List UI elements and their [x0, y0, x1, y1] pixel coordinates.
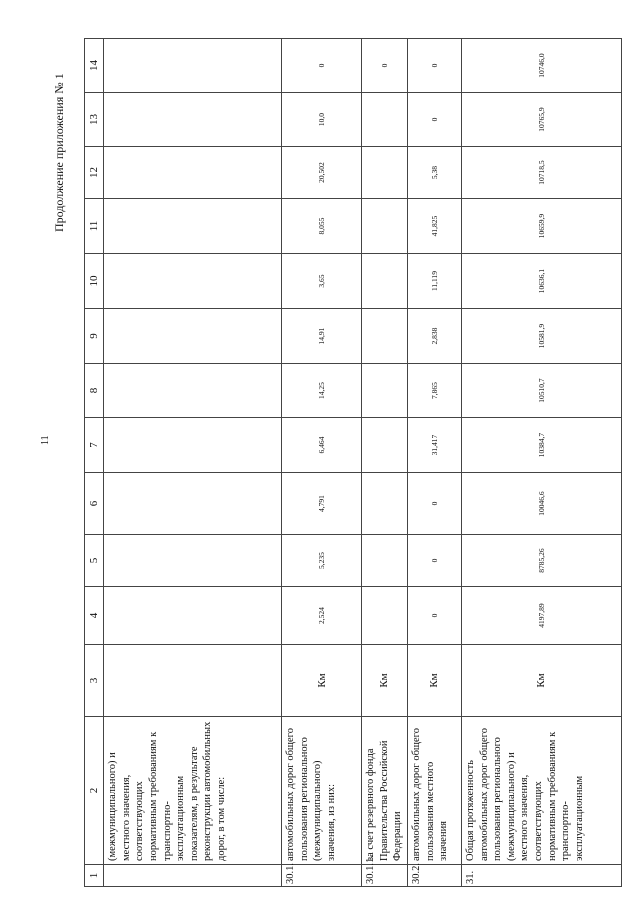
column-header: 1: [85, 865, 104, 887]
value-cell: [104, 418, 282, 473]
table-row: [104, 39, 282, 887]
value-cell: 8,055: [282, 199, 362, 254]
value-cell: [104, 147, 282, 199]
value-cell: 31,417: [407, 418, 461, 473]
column-header: 8: [85, 364, 104, 418]
value-cell: [362, 199, 408, 254]
unit-cell: Км: [282, 645, 362, 717]
value-cell: [362, 418, 408, 473]
value-cell: 10,0: [282, 93, 362, 147]
column-header: 5: [85, 535, 104, 587]
value-cell: 3,65: [282, 254, 362, 309]
value-cell: [362, 535, 408, 587]
value-cell: 10510,7: [461, 364, 621, 418]
unit-cell: Км: [407, 645, 461, 717]
value-cell: [104, 535, 282, 587]
value-cell: 14,25: [282, 364, 362, 418]
value-cell: 7,865: [407, 364, 461, 418]
value-cell: 41,825: [407, 199, 461, 254]
row-index: 30.1.1.: [362, 865, 408, 887]
column-header: 6: [85, 473, 104, 535]
value-cell: 0: [407, 93, 461, 147]
unit-cell: [104, 645, 282, 717]
indicator-name: за счет резервного фонда Правительства Российской Федерации: [362, 717, 408, 865]
value-cell: 10046,6: [461, 473, 621, 535]
value-cell: [362, 473, 408, 535]
value-cell: 0: [362, 39, 408, 93]
column-header: 10: [85, 254, 104, 309]
indicator-name: автомобильных дорог общего пользования местного значения: [407, 717, 461, 865]
column-header: 7: [85, 418, 104, 473]
table-row: [461, 39, 621, 887]
value-cell: [362, 93, 408, 147]
value-cell: 0: [407, 535, 461, 587]
value-cell: 4197,89: [461, 587, 621, 645]
value-cell: 10659,9: [461, 199, 621, 254]
data-table: [84, 38, 622, 887]
value-cell: 0: [407, 587, 461, 645]
value-cell: 6,464: [282, 418, 362, 473]
value-cell: [362, 587, 408, 645]
value-cell: [104, 309, 282, 364]
value-cell: [104, 93, 282, 147]
value-cell: 0: [407, 39, 461, 93]
column-header: 2: [85, 717, 104, 865]
table-row: [407, 39, 461, 887]
value-cell: 11,119: [407, 254, 461, 309]
value-cell: 10765,9: [461, 93, 621, 147]
unit-cell: Км: [362, 645, 408, 717]
data-table-container: [84, 53, 612, 887]
column-header: 9: [85, 309, 104, 364]
value-cell: [362, 254, 408, 309]
value-cell: 20,502: [282, 147, 362, 199]
value-cell: 8785,26: [461, 535, 621, 587]
column-header: 4: [85, 587, 104, 645]
column-header: 13: [85, 93, 104, 147]
indicator-name: автомобильных дорог общего пользования регионального (межмуниципального) значения, из них:: [282, 717, 362, 865]
row-index: 31.: [461, 865, 621, 887]
indicator-name: Общая протяженность автомобильных дорог общего пользования регионального (межмуниципального) и местного значения, соответствующих нормативным требованиям к транспортно-эксплуатационным: [461, 717, 621, 865]
value-cell: [104, 199, 282, 254]
value-cell: 14,91: [282, 309, 362, 364]
value-cell: 4,791: [282, 473, 362, 535]
value-cell: [104, 364, 282, 418]
row-index: 30.1.: [282, 865, 362, 887]
column-header: 14: [85, 39, 104, 93]
column-header: 12: [85, 147, 104, 199]
value-cell: 2,838: [407, 309, 461, 364]
value-cell: [104, 254, 282, 309]
value-cell: [104, 587, 282, 645]
value-cell: [362, 309, 408, 364]
value-cell: [362, 147, 408, 199]
row-index: 30.2.: [407, 865, 461, 887]
table-row: [282, 39, 362, 887]
column-header: 3: [85, 645, 104, 717]
value-cell: [104, 39, 282, 93]
value-cell: 0: [282, 39, 362, 93]
header-row: [85, 39, 104, 887]
value-cell: 10718,5: [461, 147, 621, 199]
appendix-caption: Продолжение приложения № 1: [52, 73, 66, 232]
column-header: 11: [85, 199, 104, 254]
value-cell: 5,38: [407, 147, 461, 199]
value-cell: [362, 364, 408, 418]
value-cell: 10581,9: [461, 309, 621, 364]
value-cell: 0: [407, 473, 461, 535]
value-cell: 5,235: [282, 535, 362, 587]
value-cell: 10636,1: [461, 254, 621, 309]
row-index: [104, 865, 282, 887]
indicator-name: (межмуниципального) и местного значения, соответствующих нормативным требованиям к транспортно-эксплуатационным показателям, в результате реконструкции автомобильных дорог, в том числе:: [104, 717, 282, 865]
value-cell: 10384,7: [461, 418, 621, 473]
page-number: 11: [40, 435, 51, 445]
unit-cell: Км: [461, 645, 621, 717]
value-cell: [104, 473, 282, 535]
value-cell: 2,524: [282, 587, 362, 645]
table-row: [362, 39, 408, 887]
value-cell: 10746,0: [461, 39, 621, 93]
